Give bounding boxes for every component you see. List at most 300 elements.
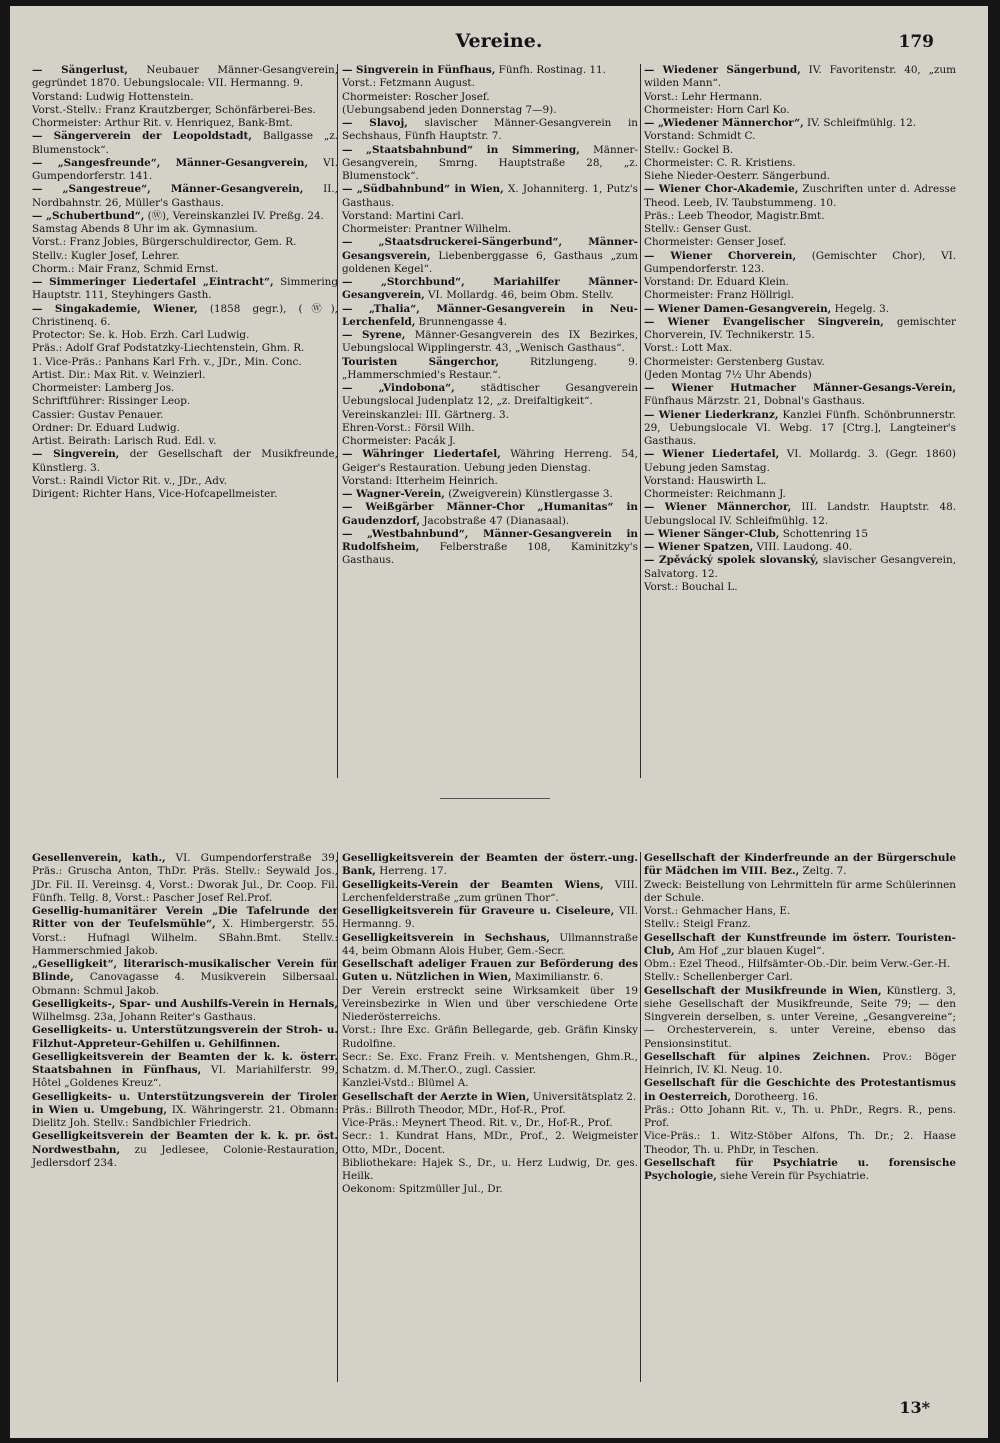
document-page bbox=[10, 6, 988, 1438]
directory-entry bbox=[644, 501, 956, 528]
directory-entry bbox=[342, 1157, 638, 1184]
entry-details: (Ⓦ), Vereinskanzlei IV. Preßg. 24. bbox=[144, 209, 324, 222]
entry-name: Geselligkeitsverein der Beamten der k. k. pr. öst. Nordwestbahn, bbox=[32, 1130, 338, 1156]
directory-entry bbox=[644, 918, 956, 931]
entry-name: — Wiener Männerchor, bbox=[644, 501, 792, 514]
entry-name: — „Südbahnbund“ in Wien, bbox=[342, 183, 504, 196]
entry-details: Universitätsplatz 2. bbox=[529, 1090, 637, 1103]
entry-details: IV. Favoritenstr. 40, „zum wilden Mann“. bbox=[644, 64, 957, 90]
entry-details: Hegelg. 3. bbox=[831, 302, 890, 315]
directory-entry bbox=[32, 104, 338, 117]
directory-entry bbox=[342, 409, 638, 422]
entry-details: städtischer Gesangverein Uebungslocal Judenplatz 12, „z. Dreifaltigkeit“. bbox=[342, 382, 638, 408]
entry-details: Ullmannstraße 44, beim Obmann Alois Huber, Gem.-Secr. bbox=[342, 931, 638, 957]
entry-details: (Uebungsabend jeden Donnerstag 7—9). bbox=[342, 103, 557, 116]
entry-name: — Wiedener Sängerbund, bbox=[644, 64, 801, 76]
entry-details: gemischter Chorverein, IV. Technikerstr. 15. bbox=[644, 315, 956, 341]
directory-entry bbox=[32, 210, 338, 223]
directory-entry bbox=[644, 369, 956, 382]
directory-entry bbox=[644, 971, 956, 984]
directory-entry bbox=[342, 104, 638, 117]
directory-entry bbox=[32, 91, 338, 104]
entry-details: Chormeister: Gerstenberg Gustav. bbox=[644, 355, 825, 368]
directory-entry bbox=[644, 852, 956, 879]
directory-entry bbox=[644, 223, 956, 236]
entry-name: — Wiener Spatzen, bbox=[644, 541, 754, 553]
directory-entry bbox=[644, 104, 956, 117]
entry-details: Chormeister: Genser Josef. bbox=[644, 236, 787, 249]
entry-details: Fünfh. Rostinag. 11. bbox=[495, 64, 606, 76]
entry-name: — Wiener Liedertafel, bbox=[644, 448, 780, 461]
directory-entry bbox=[342, 852, 638, 879]
entry-details: VI. Gumpendorferstraße 39, Präs.: Gruscha Anton, ThDr. Präs. Stellv.: Seywald Jos., JDr. Fil. II. Vereinsg. 4, Vorst.: Dworak Jul., Dr. Coop. Fil. Fünfh. Tellg. 8, Vorst.: Pascher Josef Rel.Prof. bbox=[32, 852, 339, 904]
directory-entry bbox=[342, 144, 638, 184]
entry-details: Jacobstraße 47 (Dianasaal). bbox=[420, 514, 570, 527]
entry-details: II., Nordbahnstr. 26, Müller's Gasthaus. bbox=[32, 183, 338, 209]
entry-details: VII. Hermanng. 9. bbox=[342, 905, 638, 931]
entry-details: Bibliothekare: Hajek S., Dr., u. Herz Ludwig, Dr. ges. Heilk. bbox=[342, 1156, 638, 1182]
entry-name: — Wiener Sänger-Club, bbox=[644, 527, 780, 540]
entry-details: (Gemischter Chor), VI. Gumpendorferstr. 123. bbox=[644, 249, 956, 275]
directory-entry bbox=[342, 528, 638, 568]
entry-details: Vorstand: Martini Carl. bbox=[342, 209, 464, 222]
entry-details: (Jeden Montag 7½ Uhr Abends) bbox=[644, 368, 812, 381]
entry-name: Geselligkeits-, Spar- und Aushilfs-Verein in Hernals, bbox=[32, 997, 338, 1010]
entry-details: Liebenberggasse 6, Gasthaus „zum goldenen Kegel“. bbox=[342, 249, 638, 275]
directory-entry bbox=[32, 117, 338, 130]
entry-details: Ritzlungeng. 9. „Hammerschmied's Restaur.“. bbox=[342, 355, 638, 381]
entry-name: Gesellig-humanitärer Verein „Die Tafelrunde der Ritter von der Teufelsmühle“, bbox=[32, 905, 338, 931]
entry-details: Zuschriften unter d. Adresse Theod. Leeb, IV. Taubstummeng. 10. bbox=[644, 183, 956, 209]
entry-details: Stellv.: Kugler Josef, Lehrer. bbox=[32, 249, 180, 262]
entry-details: Dorotheerg. 16. bbox=[731, 1090, 819, 1103]
entry-name: — Singverein, bbox=[32, 448, 120, 461]
entry-details: Chormeister: Lamberg Jos. bbox=[32, 382, 175, 394]
entry-details: Vereinskanzlei: III. Gärtnerg. 3. bbox=[342, 408, 509, 421]
entry-details: Neubauer Männer-Gesangverein, gegründet 1870. Uebungslocale: VII. Hermanng. 9. bbox=[32, 64, 339, 90]
directory-entry bbox=[644, 932, 956, 959]
entry-details: Kanzlei Fünfh. Schönbrunnerstr. 29, Uebungslocale VI. Webg. 17 [Ctrg.], Langteiner's Gasthaus. bbox=[644, 408, 956, 447]
directory-entry bbox=[32, 998, 338, 1025]
directory-entry bbox=[32, 1024, 338, 1051]
directory-entry bbox=[644, 342, 956, 355]
directory-entry bbox=[644, 210, 956, 223]
directory-entry bbox=[342, 382, 638, 409]
directory-entry bbox=[342, 64, 638, 77]
directory-entry bbox=[342, 77, 638, 90]
entry-name: Gesellschaft für Psychiatrie u. forensische Psychologie, bbox=[644, 1156, 956, 1182]
entry-details: Artist. Dir.: Max Rit. v. Weinzierl. bbox=[32, 368, 206, 381]
entry-name: Gesellschaft für alpines Zeichnen. bbox=[644, 1050, 871, 1063]
entry-name: — „Thalia“, Männer-Gesangverein in Neu-Lerchenfeld, bbox=[342, 302, 638, 328]
entry-details: Vorstand: Hauswirth L. bbox=[644, 474, 767, 487]
column-1-bottom bbox=[32, 852, 338, 1170]
directory-entry bbox=[32, 130, 338, 157]
printer-signature: 13* bbox=[899, 1398, 930, 1417]
directory-entry bbox=[32, 422, 338, 435]
entry-details: Ballgasse „z. Blumenstock“. bbox=[32, 130, 338, 156]
entry-name: — Weißgärber Männer-Chor „Humanitas“ in Gaudenzdorf, bbox=[342, 501, 638, 527]
entry-details: Chormeister: Arthur Rit. v. Henriquez, Bank-Bmt. bbox=[32, 117, 293, 129]
entry-details: Protector: Se. k. Hob. Erzh. Carl Ludwig. bbox=[32, 329, 250, 341]
directory-entry bbox=[32, 958, 338, 998]
directory-entry bbox=[342, 905, 638, 932]
directory-entry bbox=[342, 932, 638, 959]
directory-entry bbox=[342, 1117, 638, 1130]
column-rule bbox=[640, 852, 641, 1382]
entry-details: Präs.: Leeb Theodor, Magistr.Bmt. bbox=[644, 209, 825, 222]
entry-details: X. Johanniterg. 1, Putz's Gasthaus. bbox=[342, 183, 638, 209]
directory-entry bbox=[342, 448, 638, 475]
directory-entry bbox=[32, 448, 338, 475]
entry-details: Herreng. 17. bbox=[375, 865, 447, 878]
column-rule bbox=[640, 64, 641, 778]
entry-details: zu Jedlesee, Colonie-Restauration, Jedlersdorf 234. bbox=[32, 1143, 338, 1169]
entry-name: Geselligkeitsverein in Sechshaus, bbox=[342, 931, 550, 944]
entry-name: — Wiener Liederkranz, bbox=[644, 408, 779, 421]
column-2-bottom bbox=[342, 852, 638, 1197]
directory-entry bbox=[32, 475, 338, 488]
directory-entry bbox=[644, 356, 956, 369]
entry-name: Gesellschaft der Musikfreunde in Wien, bbox=[644, 984, 882, 997]
directory-entry bbox=[644, 91, 956, 104]
directory-entry bbox=[32, 488, 338, 501]
entry-details: Männer-Gesangverein des IX Bezirkes, Uebungslocal Wipplingerstr. 43, „Wenisch Gasthaus“. bbox=[342, 329, 638, 355]
directory-entry bbox=[342, 329, 638, 356]
entry-details: Fünfhaus Märzstr. 21, Dobnal's Gasthaus. bbox=[644, 395, 865, 408]
directory-entry bbox=[342, 1183, 638, 1196]
directory-entry bbox=[644, 488, 956, 501]
entry-details: Dirigent: Richter Hans, Vice-Hofcapellmeister. bbox=[32, 488, 278, 500]
entry-name: — Wagner-Verein, bbox=[342, 488, 445, 500]
entry-details: IX. Währingerstr. 21. Obmann: Dielitz Joh. Stellv.: Sandbichler Friedrich. bbox=[32, 1103, 338, 1129]
entry-details: Künstlerg. 3, siehe Gesellschaft der Musikfreunde, Seite 79; — den Singverein derselben, s. unter Vereine, „Gesangvereine“; — Orchesterverein, s. unter Vereine, ebenso das Pensionsinstitut. bbox=[644, 984, 956, 1050]
directory-entry bbox=[644, 581, 956, 594]
directory-entry bbox=[342, 422, 638, 435]
entry-details: Chormeister: C. R. Kristiens. bbox=[644, 156, 796, 169]
directory-entry bbox=[342, 1024, 638, 1051]
entry-details: Ordner: Dr. Eduard Ludwig. bbox=[32, 421, 180, 434]
entry-details: Währing Herreng. 54, Geiger's Restauration. Uebung jeden Dienstag. bbox=[342, 448, 638, 474]
directory-entry bbox=[644, 250, 956, 277]
entry-details: Chormeister: Prantner Wilhelm. bbox=[342, 223, 512, 235]
entry-details: Siehe Nieder-Oesterr. Sängerbund. bbox=[644, 170, 831, 182]
directory-entry bbox=[342, 356, 638, 383]
entry-details: Oekonom: Spitzmüller Jul., Dr. bbox=[342, 1183, 503, 1196]
directory-entry bbox=[644, 144, 956, 157]
directory-entry bbox=[342, 1091, 638, 1104]
entry-name: Gesellschaft adeliger Frauen zur Beförderung des Guten u. Nützlichen in Wien, bbox=[342, 958, 638, 984]
entry-details: VI. Mariahilferstr. 99, Hôtel „Goldenes Kreuz“. bbox=[32, 1064, 338, 1090]
entry-details: VIII. Lerchenfelderstraße „zum grünen Thor“. bbox=[342, 878, 638, 904]
directory-entry bbox=[644, 236, 956, 249]
directory-entry bbox=[342, 435, 638, 448]
entry-details: Zeltg. 7. bbox=[799, 865, 847, 878]
directory-entry bbox=[32, 395, 338, 408]
entry-name: — Sängerlust, bbox=[32, 64, 129, 76]
entry-name: Gesellschaft der Kinderfreunde an der Bürgerschule für Mädchen im VIII. Bez., bbox=[644, 852, 956, 878]
entry-details: VIII. Laudong. 40. bbox=[753, 541, 853, 553]
column-3-bottom bbox=[644, 852, 956, 1183]
directory-entry bbox=[32, 250, 338, 263]
directory-entry bbox=[644, 1051, 956, 1078]
directory-entry bbox=[342, 1130, 638, 1157]
entry-details: Vorst.: Fetzmann August. bbox=[342, 77, 475, 90]
directory-entry bbox=[644, 316, 956, 343]
entry-details: siehe Verein für Psychiatrie. bbox=[716, 1170, 869, 1182]
entry-details: IV. Schleifmühlg. 12. bbox=[803, 117, 917, 129]
directory-entry bbox=[32, 1130, 338, 1170]
directory-entry bbox=[342, 879, 638, 906]
directory-entry bbox=[342, 303, 638, 330]
directory-entry bbox=[644, 409, 956, 449]
directory-entry bbox=[32, 329, 338, 342]
entry-details: Zweck: Beistellung von Lehrmitteln für arme Schülerinnen der Schule. bbox=[644, 878, 956, 904]
directory-entry bbox=[644, 1130, 956, 1157]
entry-name: — „Westbahnbund“, Männer-Gesangverein in Rudolfsheim, bbox=[342, 527, 638, 553]
entry-name: — „Schubertbund“, bbox=[32, 209, 145, 222]
entry-name: — Wiener Damen-Gesangverein, bbox=[644, 302, 832, 315]
directory-entry bbox=[644, 157, 956, 170]
directory-entry bbox=[342, 223, 638, 236]
entry-details: Prov.: Böger Heinrich, IV. Kl. Neug. 10. bbox=[644, 1050, 956, 1076]
directory-entry bbox=[32, 276, 338, 303]
entry-details: Stellv.: Gockel B. bbox=[644, 143, 734, 156]
entry-details: Chorm.: Mair Franz, Schmid Ernst. bbox=[32, 262, 219, 275]
entry-details: Vorst.: Raindl Victor Rit. v., JDr., Adv. bbox=[32, 474, 227, 487]
column-1-top bbox=[32, 64, 338, 501]
directory-entry bbox=[32, 236, 338, 249]
entry-name: — Syrene, bbox=[342, 329, 406, 341]
column-rule bbox=[337, 852, 338, 1382]
entry-details: (Zweigverein) Künstlergasse 3. bbox=[444, 488, 613, 500]
page-number: 179 bbox=[898, 32, 934, 52]
directory-entry bbox=[342, 276, 638, 303]
directory-entry bbox=[32, 905, 338, 958]
directory-entry bbox=[644, 117, 956, 130]
entry-details: Chormeister: Franz Höllrigl. bbox=[644, 289, 794, 302]
entry-details: (1858 gegr.), (Ⓦ), Christinenq. 6. bbox=[32, 302, 338, 328]
entry-details: Präs.: Billroth Theodor, MDr., Hof-R., Prof. bbox=[342, 1103, 566, 1116]
directory-entry bbox=[32, 303, 338, 330]
entry-details: Männer-Gesangverein, Smrng. Hauptstraße 28, „z. Blumenstock“. bbox=[342, 143, 638, 182]
entry-details: Vice-Präs.: Meynert Theod. Rit. v., Dr., Hof-R., Prof. bbox=[342, 1117, 613, 1129]
entry-name: — Zpěvácký spolek slovanský, bbox=[644, 554, 819, 567]
directory-entry bbox=[644, 475, 956, 488]
entry-details: Chormeister: Roscher Josef. bbox=[342, 90, 490, 103]
directory-entry bbox=[342, 475, 638, 488]
directory-entry bbox=[342, 1051, 638, 1078]
entry-details: Canovagasse 4. Musikverein Silbersaal. Obmann: Schmul Jakob. bbox=[32, 971, 338, 997]
directory-entry bbox=[342, 236, 638, 276]
directory-entry bbox=[342, 985, 638, 1025]
page-title: Vereine. bbox=[455, 30, 543, 52]
entry-details: slavischer Männer-Gesangverein in Sechshaus, Fünfh Hauptstr. 7. bbox=[342, 117, 638, 143]
directory-entry bbox=[342, 1077, 638, 1090]
directory-entry bbox=[644, 1157, 956, 1184]
entry-details: Präs.: Adolf Graf Podstatzky-Liechtenstein, Ghm. R. bbox=[32, 342, 305, 355]
directory-entry bbox=[342, 91, 638, 104]
entry-name: — „Sangesfreunde“, Männer-Gesangverein, bbox=[32, 156, 309, 169]
entry-details: Cassier: Gustav Penauer. bbox=[32, 408, 164, 421]
entry-details: slavischer Gesangverein, Salvatorg. 12. bbox=[644, 554, 956, 580]
directory-entry bbox=[644, 130, 956, 143]
directory-entry bbox=[644, 448, 956, 475]
entry-details: Stellv.: Genser Gust. bbox=[644, 223, 752, 235]
entry-name: — Wiener Evangelischer Singverein, bbox=[644, 315, 884, 328]
entry-name: — „Vindobona“, bbox=[342, 382, 455, 394]
entry-name: Gesellschaft für die Geschichte des Protestantismus in Oesterreich, bbox=[644, 1077, 956, 1103]
directory-entry bbox=[644, 905, 956, 918]
entry-details: Brunnengasse 4. bbox=[415, 315, 508, 328]
entry-details: VI. Mollardg. 3. (Gegr. 1860) Uebung jeden Samstag. bbox=[644, 448, 956, 474]
entry-name: — „Storchbund“, Mariahilfer Männer-Gesangverein, bbox=[342, 276, 638, 302]
entry-details: Chormeister: Pacák J. bbox=[342, 435, 456, 447]
entry-details: Vorst.: Franz Jobies, Bürgerschuldirector, Gem. R. bbox=[32, 236, 297, 249]
directory-entry bbox=[32, 64, 338, 91]
entry-name: — Singverein in Fünfhaus, bbox=[342, 64, 496, 76]
directory-entry bbox=[644, 382, 956, 409]
entry-name: Geselligkeitsverein für Graveure u. Ciseleure, bbox=[342, 905, 615, 917]
entry-details: Wilhelmsg. 23a, Johann Reiter's Gasthaus. bbox=[32, 1011, 257, 1023]
entry-details: Vorst.: Bouchal L. bbox=[644, 580, 738, 593]
entry-name: „Geselligkeit“, literarisch-musikalischer Verein für Blinde, bbox=[32, 958, 338, 984]
entry-details: Vorstand: Ludwig Hottenstein. bbox=[32, 90, 194, 103]
entry-details: Kanzlei-Vstd.: Blümel A. bbox=[342, 1077, 469, 1090]
entry-details: Vorst.-Stellv.: Franz Krautzberger, Schönfärberei-Bes. bbox=[32, 103, 316, 116]
entry-details: III. Landstr. Hauptstr. 48. Uebungslocal IV. Schleifmühlg. 12. bbox=[644, 501, 956, 527]
directory-entry bbox=[644, 183, 956, 210]
directory-entry bbox=[32, 852, 338, 905]
entry-name: — Wiener Hutmacher Männer-Gesangs-Verein, bbox=[644, 382, 956, 394]
directory-entry bbox=[644, 541, 956, 554]
column-rule bbox=[337, 64, 338, 778]
directory-entry bbox=[644, 289, 956, 302]
entry-name: — Singakademie, Wiener, bbox=[32, 302, 198, 315]
entry-details: Chormeister: Horn Carl Ko. bbox=[644, 103, 790, 116]
entry-details: Obm.: Ezel Theod., Hilfsämter-Ob.-Dir. beim Verw.-Ger.-H. bbox=[644, 958, 951, 970]
entry-name: Gesellschaft der Kunstfreunde im österr. Touristen-Club, bbox=[644, 931, 956, 957]
directory-entry bbox=[32, 409, 338, 422]
directory-entry bbox=[644, 170, 956, 183]
directory-entry bbox=[644, 64, 956, 91]
entry-details: Vorstand: Dr. Eduard Klein. bbox=[644, 276, 789, 288]
entry-name: Geselligkeits-Verein der Beamten Wiens, bbox=[342, 878, 604, 891]
entry-name: Gesellschaft der Aerzte in Wien, bbox=[342, 1090, 530, 1103]
entry-name: Geselligkeits- u. Unterstützungsverein der Tiroler in Wien u. Umgebung, bbox=[32, 1090, 338, 1116]
entry-details: Vorst.: Gehmacher Hans, E. bbox=[644, 905, 791, 917]
entry-name: Gesellenverein, kath., bbox=[32, 852, 166, 864]
entry-details: Vorst.: Ihre Exc. Gräfin Bellegarde, geb. Gräfin Kinsky Rudolfine. bbox=[342, 1024, 638, 1050]
entry-details: Secr.: 1. Kundrat Hans, MDr., Prof., 2. Weigmeister Otto, MDr., Docent. bbox=[342, 1130, 638, 1156]
directory-entry bbox=[342, 501, 638, 528]
directory-entry bbox=[32, 223, 338, 236]
entry-details: VI. Mollardg. 46, beim Obm. Stellv. bbox=[424, 289, 614, 302]
entry-details: Artist. Beirath: Larisch Rud. Edl. v. bbox=[32, 435, 217, 447]
entry-name: — Wiener Chor-Akademie, bbox=[644, 183, 799, 196]
column-2-top bbox=[342, 64, 638, 568]
entry-details: Am Hof „zur blauen Kugel“. bbox=[674, 944, 825, 957]
entry-details: Chormeister: Reichmann J. bbox=[644, 488, 786, 500]
entry-name: Geselligkeitsverein der Beamten der k. k. österr. Staatsbahnen in Fünfhaus, bbox=[32, 1050, 338, 1076]
entry-details: Stellv.: Schellenberger Carl. bbox=[644, 971, 793, 984]
directory-entry bbox=[32, 263, 338, 276]
entry-details: VI. Gumpendorferstr. 141. bbox=[32, 156, 339, 182]
page-header bbox=[10, 30, 988, 58]
directory-entry bbox=[644, 276, 956, 289]
directory-entry bbox=[644, 1077, 956, 1104]
directory-entry bbox=[32, 369, 338, 382]
directory-entry bbox=[32, 356, 338, 369]
entry-name: — Wiener Chorverein, bbox=[644, 249, 797, 262]
entry-name: — Währinger Liedertafel, bbox=[342, 448, 501, 461]
entry-details: Vorstand: Schmidt C. bbox=[644, 130, 756, 143]
entry-details: Felberstraße 108, Kaminitzky's Gasthaus. bbox=[342, 541, 638, 567]
entry-details: Vorst.: Lehr Hermann. bbox=[644, 90, 763, 103]
directory-entry bbox=[342, 117, 638, 144]
entry-details: Der Verein erstreckt seine Wirksamkeit über 19 Vereinsbezirke in Wien und über verschiedene Orte Niederösterreichs. bbox=[342, 984, 638, 1023]
directory-entry bbox=[32, 183, 338, 210]
entry-details: Secr.: Se. Exc. Franz Freih. v. Mentshengen, Ghm.R., Schatzm. d. M.Ther.O., zugl. Cassier. bbox=[342, 1050, 638, 1076]
directory-entry bbox=[644, 528, 956, 541]
directory-entry bbox=[644, 879, 956, 906]
directory-entry bbox=[342, 958, 638, 985]
entry-details: Schottenring 15 bbox=[779, 527, 868, 540]
entry-details: Simmering Hauptstr. 111, Steyhingers Gasth. bbox=[32, 276, 338, 302]
section-divider bbox=[440, 798, 550, 799]
directory-entry bbox=[32, 1091, 338, 1131]
directory-entry bbox=[644, 958, 956, 971]
directory-entry bbox=[644, 554, 956, 581]
entry-details: Schriftführer: Rissinger Leop. bbox=[32, 395, 191, 408]
entry-details: der Gesellschaft der Musikfreunde, Künstlerg. 3. bbox=[32, 448, 338, 474]
entry-name: — Slavoj, bbox=[342, 117, 408, 129]
entry-details: Stellv.: Steigl Franz. bbox=[644, 918, 751, 931]
directory-entry bbox=[32, 435, 338, 448]
directory-entry bbox=[32, 342, 338, 355]
directory-entry bbox=[342, 210, 638, 223]
directory-entry bbox=[644, 1104, 956, 1131]
entry-details: Präs.: Otto Johann Rit. v., Th. u. PhDr., Regrs. R., pens. Prof. bbox=[644, 1103, 956, 1129]
entry-name: — „Sangestreue“, Männer-Gesangverein, bbox=[32, 183, 304, 196]
entry-details: Vorst.: Lott Max. bbox=[644, 342, 733, 355]
entry-name: — „Staatsdruckerei-Sängerbund“, Männer-Gesangsverein, bbox=[342, 236, 638, 262]
directory-entry bbox=[32, 1051, 338, 1091]
directory-entry bbox=[644, 985, 956, 1051]
entry-details: Maximilianstr. 6. bbox=[511, 971, 604, 984]
entry-details: Samstag Abends 8 Uhr im ak. Gymnasium. bbox=[32, 223, 258, 235]
entry-details: X. Himbergerstr. 55. Vorst.: Hufnagl Wilhelm. SBahn.Bmt. Stellv.: Hammerschmied Jakob. bbox=[32, 918, 338, 957]
entry-name: — „Wiedener Männerchor“, bbox=[644, 117, 804, 129]
directory-entry bbox=[342, 488, 638, 501]
entry-name: — Simmeringer Liedertafel „Eintracht“, bbox=[32, 276, 274, 288]
directory-entry bbox=[32, 157, 338, 184]
entry-details: Vorstand: Itterheim Heinrich. bbox=[342, 474, 498, 487]
column-3-top bbox=[644, 64, 956, 594]
entry-name: Touristen Sängerchor, bbox=[342, 355, 499, 368]
entry-details: Vice-Präs.: 1. Witz-Stöber Alfons, Th. Dr.; 2. Haase Theodor, Th. u. PhDr, in Teschen. bbox=[644, 1130, 956, 1156]
entry-name: Geselligkeits- u. Unterstützungsverein der Stroh- u. Filzhut-Appreteur-Gehilfen u. Gehilfinnen. bbox=[32, 1024, 338, 1050]
entry-name: Geselligkeitsverein der Beamten der österr.-ung. Bank, bbox=[342, 852, 638, 878]
directory-entry bbox=[644, 303, 956, 316]
entry-details: 1. Vice-Präs.: Panhans Karl Frh. v., JDr., Min. Conc. bbox=[32, 355, 302, 368]
directory-entry bbox=[342, 183, 638, 210]
directory-entry bbox=[32, 382, 338, 395]
directory-entry bbox=[342, 1104, 638, 1117]
entry-name: — Sängerverein der Leopoldstadt, bbox=[32, 130, 252, 143]
entry-name: — „Staatsbahnbund“ in Simmering, bbox=[342, 143, 580, 156]
entry-details: Ehren-Vorst.: Försil Wilh. bbox=[342, 421, 475, 434]
